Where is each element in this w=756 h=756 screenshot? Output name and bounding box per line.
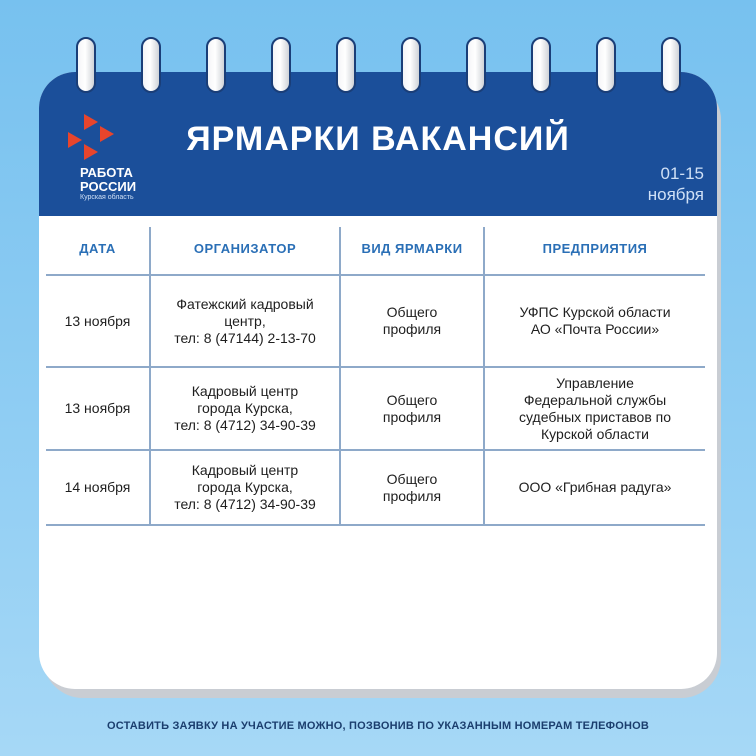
cell-line: УФПС Курской области: [519, 304, 671, 320]
cell-line: Курской области: [541, 425, 649, 442]
column-header-type: ВИД ЯРМАРКИ: [361, 241, 463, 256]
cell-line: тел: 8 (4712) 34-90-39: [174, 417, 316, 433]
page-title: ЯРМАРКИ ВАКАНСИЙ: [186, 120, 570, 158]
table-cell-type: [341, 368, 483, 449]
binder-ring: [336, 37, 356, 93]
binder-ring: [141, 37, 161, 93]
logo-title-line1: РАБОТА: [80, 165, 133, 180]
binder-ring: [596, 37, 616, 93]
table-cell-date: 13 ноября: [64, 312, 131, 329]
cell-line: АО «Почта России»: [530, 321, 660, 337]
cell-line: ООО «Грибная радуга»: [518, 479, 672, 495]
table-cell-companies: [485, 368, 705, 449]
column-header-organizer: ОРГАНИЗАТОР: [193, 241, 297, 256]
cell-line: города Курска,: [197, 479, 293, 495]
cell-line: Кадровый центр: [191, 462, 299, 478]
cell-line: города Курска,: [197, 400, 293, 416]
table-cell-organizer: [151, 451, 339, 524]
binder-ring: [76, 37, 96, 93]
cell-line: тел: 8 (47144) 2-13-70: [174, 329, 316, 346]
table-cell-date: 14 ноября: [64, 479, 131, 495]
footer-note: ОСТАВИТЬ ЗАЯВКУ НА УЧАСТИЕ МОЖНО, ПОЗВОНИВ ПО УКАЗАННЫМ НОМЕРАМ ТЕЛЕФОНОВ: [106, 720, 650, 732]
column-header-companies: ПРЕДПРИЯТИЯ: [542, 241, 648, 256]
cell-line: Общего: [386, 391, 438, 408]
table-cell-companies: [485, 276, 705, 366]
binder-ring: [531, 37, 551, 93]
date-range-month: ноября: [647, 185, 704, 204]
binder-ring: [466, 37, 486, 93]
cell-line: Фатежский кадровый: [176, 295, 314, 312]
cell-line: Кадровый центр: [191, 383, 299, 399]
table-divider: [46, 524, 705, 526]
binder-ring: [401, 37, 421, 93]
cell-line: судебных приставов по: [518, 408, 672, 425]
table-cell-organizer: [151, 276, 339, 366]
cell-line: Федеральной службы: [523, 391, 667, 408]
binder-ring: [271, 37, 291, 93]
logo-title-line2: РОССИИ: [80, 179, 137, 194]
table-cell-type: [341, 276, 483, 366]
cell-line: Управление: [556, 374, 634, 391]
cell-line: центр,: [224, 312, 266, 329]
cell-line: профиля: [382, 321, 442, 337]
cell-line: профиля: [382, 408, 442, 425]
date-range-days: 01-15: [660, 164, 704, 183]
logo-region: Курская область: [80, 194, 134, 201]
table-cell-companies: [485, 451, 705, 524]
cell-line: тел: 8 (4712) 34-90-39: [174, 496, 316, 512]
cell-line: Общего: [386, 304, 438, 320]
cell-line: профиля: [382, 487, 442, 504]
binder-ring: [206, 37, 226, 93]
table-cell-organizer: [151, 368, 339, 449]
table-cell-date: 13 ноября: [64, 400, 131, 416]
cell-line: Общего: [386, 470, 438, 487]
table-cell-type: [341, 451, 483, 524]
binder-ring: [661, 37, 681, 93]
column-header-date: ДАТА: [79, 241, 116, 256]
date-range: [600, 163, 704, 205]
